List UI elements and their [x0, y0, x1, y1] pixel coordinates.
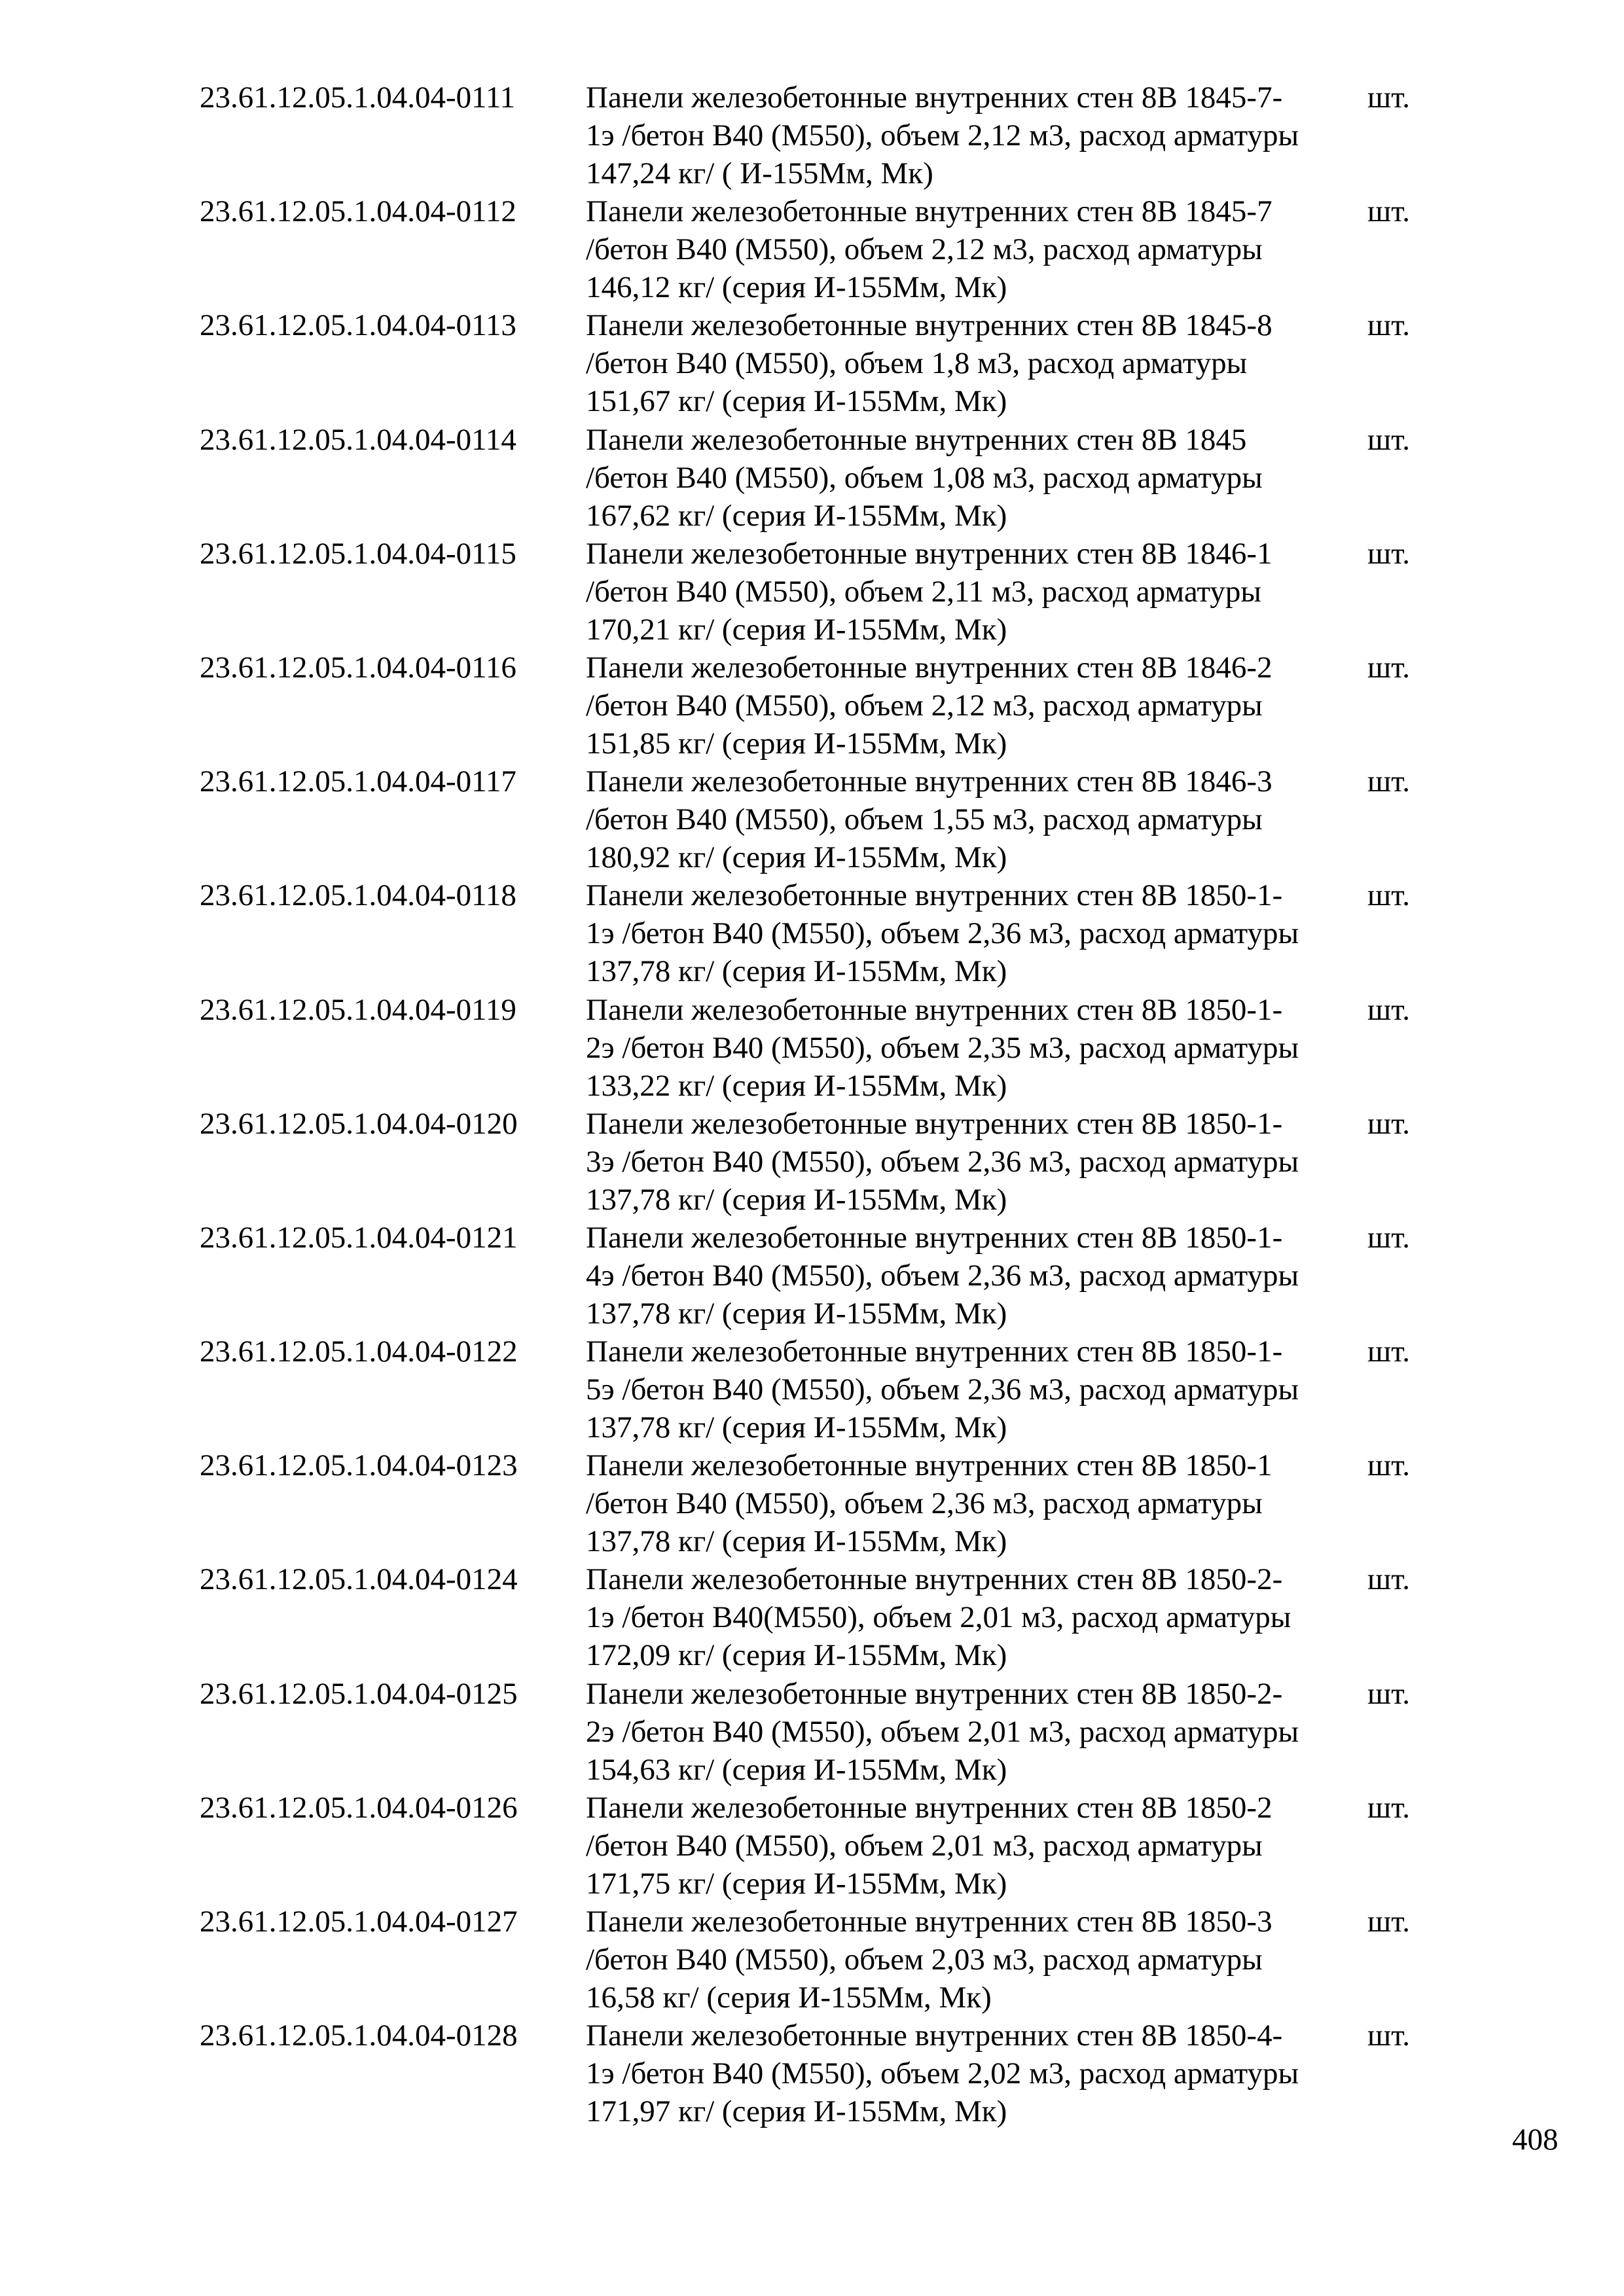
description-line: 5э /бетон В40 (М550), объем 2,36 м3, расход арматуры — [586, 1372, 1299, 1407]
resource-description — [586, 535, 1358, 649]
description-line: 133,22 кг/ (серия И-155Мм, Мк) — [586, 1068, 1007, 1103]
table-row — [200, 1219, 1443, 1333]
unit-of-measure: шт. — [1367, 1220, 1410, 1255]
description-line: Панели железобетонные внутренних стен 8В 1845-8 — [586, 308, 1272, 343]
table-row — [200, 535, 1443, 649]
description-line: Панели железобетонные внутренних стен 8В 1850-1- — [586, 1220, 1283, 1255]
table-row — [200, 1446, 1443, 1560]
table-row — [200, 762, 1443, 876]
resource-description — [586, 2017, 1358, 2130]
description-line: 137,78 кг/ (серия И-155Мм, Мк) — [586, 1296, 1007, 1331]
description-line: Панели железобетонные внутренних стен 8В 1850-2 — [586, 1790, 1272, 1825]
resource-code: 23.61.12.05.1.04.04-0128 — [200, 2018, 518, 2053]
resource-description — [586, 306, 1358, 420]
description-line: Панели железобетонные внутренних стен 8В 1850-2- — [586, 1562, 1283, 1597]
unit-of-measure: шт. — [1367, 764, 1410, 799]
resource-code: 23.61.12.05.1.04.04-0112 — [200, 194, 516, 229]
resource-code: 23.61.12.05.1.04.04-0114 — [200, 422, 516, 457]
unit-of-measure: шт. — [1367, 536, 1410, 571]
description-line: 2э /бетон В40 (М550), объем 2,01 м3, расход арматуры — [586, 1714, 1299, 1749]
resource-code: 23.61.12.05.1.04.04-0122 — [200, 1335, 518, 1369]
resource-description — [586, 1105, 1358, 1219]
description-line: 171,75 кг/ (серия И-155Мм, Мк) — [586, 1866, 1007, 1901]
description-line: Панели железобетонные внутренних стен 8В 1850-1 — [586, 1448, 1272, 1483]
description-line: 4э /бетон В40 (М550), объем 2,36 м3, расход арматуры — [586, 1258, 1299, 1293]
resource-description — [586, 79, 1358, 192]
description-line: /бетон В40 (М550), объем 1,55 м3, расход арматуры — [586, 802, 1263, 837]
description-line: 16,58 кг/ (серия И-155Мм, Мк) — [586, 1981, 992, 2015]
unit-of-measure: шт. — [1367, 1790, 1410, 1825]
table-row — [200, 421, 1443, 535]
resource-code: 23.61.12.05.1.04.04-0125 — [200, 1676, 518, 1711]
description-line: /бетон В40 (М550), объем 1,8 м3, расход арматуры — [586, 346, 1248, 381]
description-line: Панели железобетонные внутренних стен 8В 1846-3 — [586, 764, 1272, 799]
table-row — [200, 876, 1443, 990]
unit-of-measure: шт. — [1367, 422, 1410, 457]
unit-of-measure: шт. — [1367, 1448, 1410, 1483]
description-line: 147,24 кг/ ( И-155Мм, Мк) — [586, 156, 933, 190]
resource-description — [586, 1789, 1358, 1903]
description-line: Панели железобетонные внутренних стен 8В 1845-7 — [586, 194, 1272, 229]
unit-of-measure: шт. — [1367, 2018, 1410, 2053]
description-line: /бетон В40 (М550), объем 1,08 м3, расход арматуры — [586, 460, 1263, 495]
description-line: 137,78 кг/ (серия И-155Мм, Мк) — [586, 1524, 1007, 1559]
table-row — [200, 1789, 1443, 1903]
resource-code: 23.61.12.05.1.04.04-0118 — [200, 878, 516, 913]
description-line: /бетон В40 (М550), объем 2,12 м3, расход арматуры — [586, 232, 1263, 267]
resource-description — [586, 876, 1358, 990]
resource-description — [586, 192, 1358, 306]
description-line: 2э /бетон В40 (М550), объем 2,35 м3, расход арматуры — [586, 1030, 1299, 1065]
resource-description — [586, 991, 1358, 1105]
description-line: Панели железобетонные внутренних стен 8В 1850-3 — [586, 1905, 1272, 1939]
description-line: 1э /бетон В40 (М550), объем 2,02 м3, расход арматуры — [586, 2056, 1299, 2091]
resource-code: 23.61.12.05.1.04.04-0116 — [200, 650, 516, 685]
resource-description — [586, 1446, 1358, 1560]
description-line: 137,78 кг/ (серия И-155Мм, Мк) — [586, 1410, 1007, 1445]
table-row — [200, 306, 1443, 420]
description-line: 1э /бетон В40 (М550), объем 2,36 м3, расход арматуры — [586, 916, 1299, 951]
description-line: Панели железобетонные внутренних стен 8В 1846-1 — [586, 536, 1272, 571]
resource-description — [586, 1333, 1358, 1446]
table-row — [200, 1903, 1443, 2017]
resource-table — [200, 79, 1443, 2130]
resource-description — [586, 762, 1358, 876]
description-line: 151,67 кг/ (серия И-155Мм, Мк) — [586, 384, 1007, 419]
description-line: Панели железобетонные внутренних стен 8В 1845 — [586, 422, 1247, 457]
table-row — [200, 1333, 1443, 1446]
table-row — [200, 991, 1443, 1105]
table-row — [200, 649, 1443, 762]
resource-code: 23.61.12.05.1.04.04-0126 — [200, 1790, 518, 1825]
description-line: /бетон В40 (М550), объем 2,11 м3, расход арматуры — [586, 574, 1261, 609]
resource-code: 23.61.12.05.1.04.04-0113 — [200, 308, 516, 343]
description-line: 146,12 кг/ (серия И-155Мм, Мк) — [586, 270, 1007, 305]
description-line: 172,09 кг/ (серия И-155Мм, Мк) — [586, 1638, 1007, 1673]
description-line: /бетон В40 (М550), объем 2,12 м3, расход арматуры — [586, 688, 1263, 723]
description-line: 180,92 кг/ (серия И-155Мм, Мк) — [586, 840, 1007, 875]
description-line: /бетон В40 (М550), объем 2,03 м3, расход арматуры — [586, 1943, 1263, 1977]
table-row — [200, 79, 1443, 192]
resource-code: 23.61.12.05.1.04.04-0119 — [200, 992, 516, 1027]
description-line: /бетон В40 (М550), объем 2,01 м3, расход арматуры — [586, 1828, 1263, 1863]
resource-code: 23.61.12.05.1.04.04-0123 — [200, 1448, 518, 1483]
description-line: Панели железобетонные внутренних стен 8В 1850-2- — [586, 1676, 1283, 1711]
description-line: 1э /бетон В40(М550), объем 2,01 м3, расход арматуры — [586, 1600, 1291, 1635]
description-line: Панели железобетонные внутренних стен 8В 1846-2 — [586, 650, 1272, 685]
description-line: Панели железобетонные внутренних стен 8В 1850-1- — [586, 992, 1283, 1027]
resource-code: 23.61.12.05.1.04.04-0115 — [200, 536, 516, 571]
resource-code: 23.61.12.05.1.04.04-0117 — [200, 764, 516, 799]
description-line: 151,85 кг/ (серия И-155Мм, Мк) — [586, 726, 1007, 761]
resource-description — [586, 1219, 1358, 1333]
description-line: Панели железобетонные внутренних стен 8В 1850-1- — [586, 878, 1283, 913]
unit-of-measure: шт. — [1367, 992, 1410, 1027]
resource-code: 23.61.12.05.1.04.04-0124 — [200, 1562, 518, 1597]
resource-description — [586, 1903, 1358, 2017]
unit-of-measure: шт. — [1367, 194, 1410, 229]
description-line: /бетон В40 (М550), объем 2,36 м3, расход арматуры — [586, 1486, 1263, 1521]
resource-description — [586, 649, 1358, 762]
unit-of-measure: шт. — [1367, 1676, 1410, 1711]
description-line: 154,63 кг/ (серия И-155Мм, Мк) — [586, 1752, 1007, 1787]
resource-description — [586, 1675, 1358, 1789]
unit-of-measure: шт. — [1367, 650, 1410, 685]
table-row — [200, 2017, 1443, 2130]
description-line: 171,97 кг/ (серия И-155Мм, Мк) — [586, 2094, 1007, 2129]
resource-code: 23.61.12.05.1.04.04-0121 — [200, 1220, 518, 1255]
table-row — [200, 192, 1443, 306]
description-line: Панели железобетонные внутренних стен 8В 1850-1- — [586, 1335, 1283, 1369]
description-line: Панели железобетонные внутренних стен 8В 1845-7- — [586, 81, 1283, 115]
description-line: 170,21 кг/ (серия И-155Мм, Мк) — [586, 612, 1007, 647]
table-row — [200, 1675, 1443, 1789]
resource-code: 23.61.12.05.1.04.04-0111 — [200, 81, 516, 115]
page-number: 408 — [1512, 2123, 1559, 2157]
unit-of-measure: шт. — [1367, 308, 1410, 343]
resource-code: 23.61.12.05.1.04.04-0120 — [200, 1106, 518, 1141]
resource-description — [586, 1560, 1358, 1674]
description-line: Панели железобетонные внутренних стен 8В 1850-1- — [586, 1106, 1283, 1141]
resource-code: 23.61.12.05.1.04.04-0127 — [200, 1905, 518, 1939]
description-line: 137,78 кг/ (серия И-155Мм, Мк) — [586, 954, 1007, 989]
unit-of-measure: шт. — [1367, 1106, 1410, 1141]
table-row — [200, 1105, 1443, 1219]
unit-of-measure: шт. — [1367, 878, 1410, 913]
resource-description — [586, 421, 1358, 535]
description-line: 137,78 кг/ (серия И-155Мм, Мк) — [586, 1182, 1007, 1217]
description-line: 1э /бетон В40 (М550), объем 2,12 м3, расход арматуры — [586, 118, 1299, 152]
unit-of-measure: шт. — [1367, 1562, 1410, 1597]
table-row — [200, 1560, 1443, 1674]
description-line: 167,62 кг/ (серия И-155Мм, Мк) — [586, 498, 1007, 533]
unit-of-measure: шт. — [1367, 1335, 1410, 1369]
unit-of-measure: шт. — [1367, 1905, 1410, 1939]
description-line: Панели железобетонные внутренних стен 8В 1850-4- — [586, 2018, 1283, 2053]
unit-of-measure: шт. — [1367, 81, 1410, 115]
description-line: 3э /бетон В40 (М550), объем 2,36 м3, расход арматуры — [586, 1144, 1299, 1179]
